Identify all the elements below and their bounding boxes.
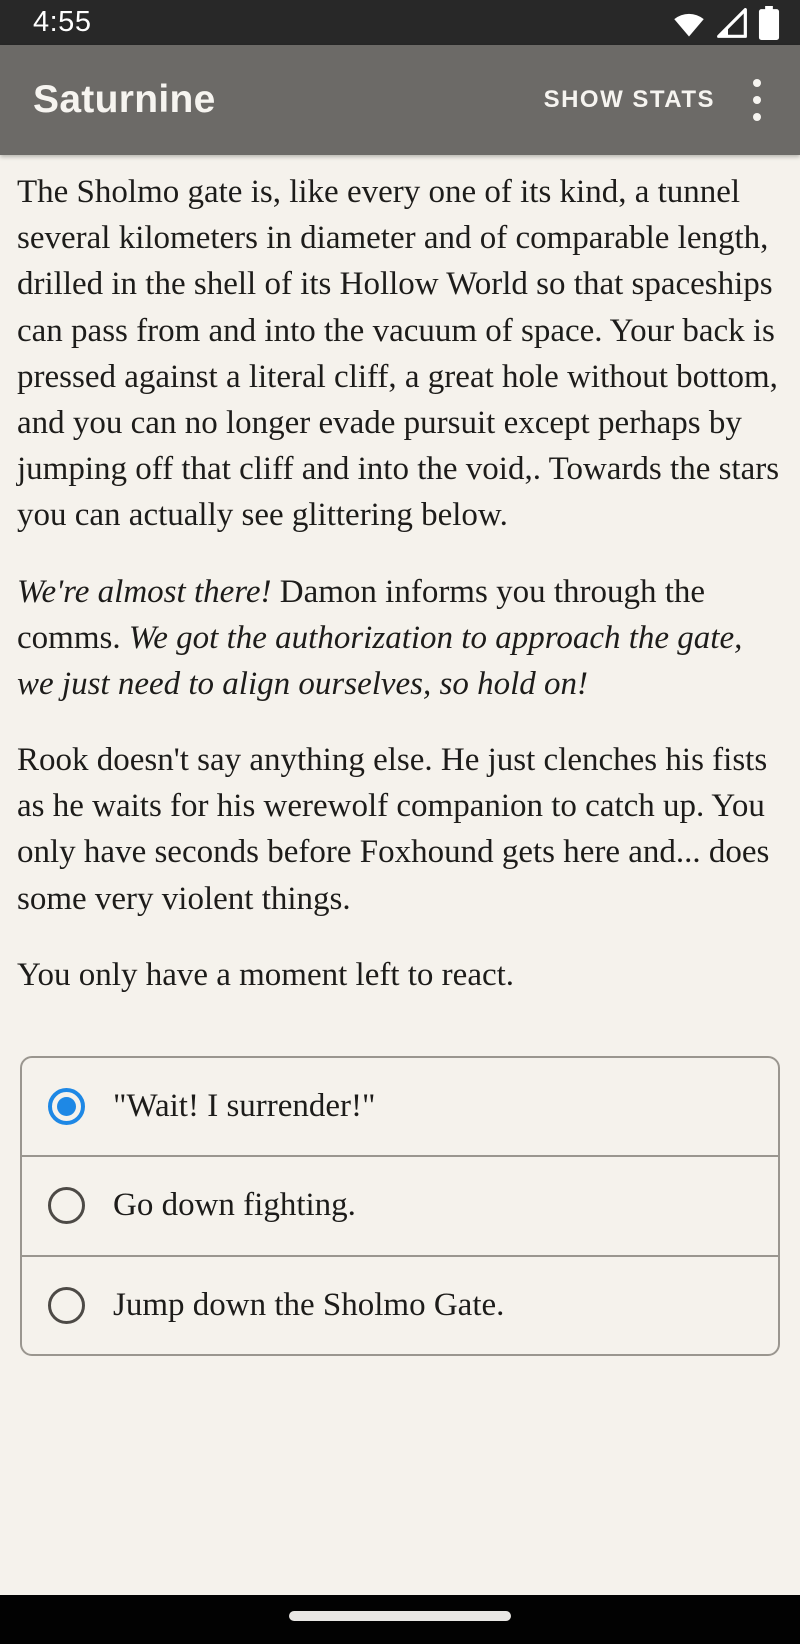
choice-label: Go down fighting.: [113, 1187, 356, 1224]
story-content: [0, 155, 800, 1595]
story-paragraph: We're almost there! Damon informs you through the comms. We got the authorization to approach the gate, we just need to align ourselves, so hold on!: [17, 573, 743, 702]
nav-bar: [0, 1595, 800, 1644]
choice-label: "Wait! I surrender!": [113, 1088, 376, 1124]
status-time: 4:55: [33, 6, 92, 38]
more-vert-icon[interactable]: [727, 45, 787, 155]
battery-icon: [758, 6, 780, 40]
choice-label: Jump down the Sholmo Gate.: [113, 1286, 505, 1323]
choice-option[interactable]: [22, 1058, 778, 1155]
radio-unselected-icon[interactable]: [48, 1187, 85, 1224]
home-indicator[interactable]: [289, 1611, 511, 1621]
story-paragraph: You only have a moment left to react.: [17, 956, 515, 993]
radio-selected-icon[interactable]: [48, 1088, 85, 1125]
status-icons: [672, 6, 780, 40]
choice-option[interactable]: [22, 1255, 778, 1354]
story-text: [17, 169, 783, 998]
story-paragraph: The Sholmo gate is, like every one of its kind, a tunnel several kilometers in diameter and of comparable length, drilled in the shell of its Hollow World so that spaceships can pass from and into the vacuum of space. Your back is pressed against a literal cliff, a great hole without bottom, and you can no longer evade pursuit except perhaps by jumping off that cliff and into the void,. Towards the stars you can actually see glittering below.: [17, 174, 780, 534]
wifi-icon: [672, 8, 706, 38]
show-stats-button[interactable]: SHOW STATS: [543, 86, 715, 113]
app-title: Saturnine: [33, 78, 216, 121]
choice-option[interactable]: [22, 1155, 778, 1254]
app-bar: [0, 45, 800, 155]
radio-unselected-icon[interactable]: [48, 1287, 85, 1324]
status-bar: [0, 0, 800, 45]
choice-group: [20, 1056, 780, 1356]
cell-signal-icon: [716, 8, 748, 38]
story-paragraph: Rook doesn't say anything else. He just clenches his fists as he waits for his werewolf companion to catch up. You only have seconds before Foxhound gets here and... does some very violent things.: [17, 742, 770, 917]
